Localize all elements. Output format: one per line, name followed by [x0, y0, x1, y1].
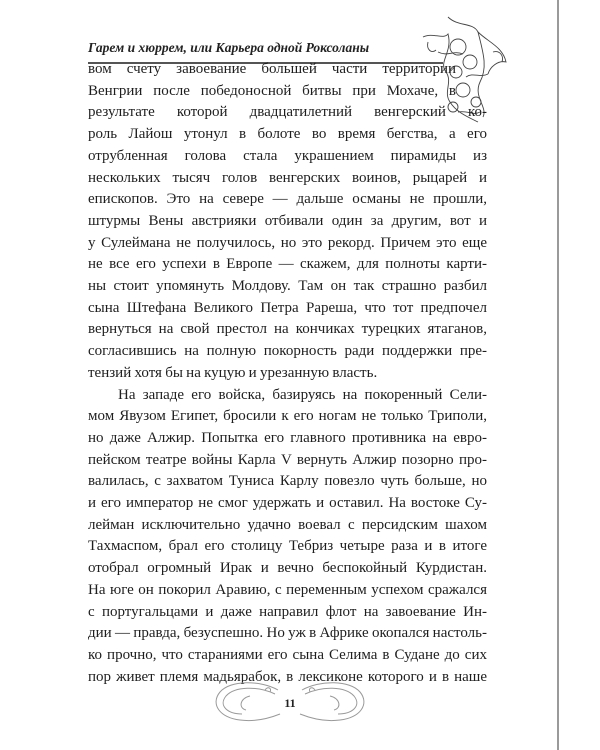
text-line: и его император не смог удержать и оставил. На востоке Су-: [88, 495, 487, 511]
running-head: Гарем и хюррем, или Карьера одной Роксоланы: [88, 40, 370, 55]
text-line: согласившись на полную покорность ради поддержки пре-: [88, 343, 487, 360]
text-line: ко прочно, что стараниями его сына Селима в Судане до сих: [88, 646, 487, 663]
text-line: не все его успехи в Европе — скажем, для полноты карти-: [88, 256, 487, 273]
text-line: На юге он покорил Аравию, с переменным успехом сражался: [88, 581, 487, 598]
text-line: нескольких тысяч голов венгерских воинов, рыцарей и: [88, 169, 487, 186]
text-line: пор живет племя мадьярабок, в лексиконе которого и в наше: [88, 668, 487, 685]
text-line: результате которой двадцатилетний венгерский ко-: [88, 104, 487, 121]
text-line: штурмы Вены австрияки отбивали один за другим, вот и: [88, 212, 487, 229]
text-line: ны стоит упомянуть Молдову. Там он так страшно разбил: [88, 278, 487, 294]
text-line: На западе его войска, базируясь на покоренный Сели-: [118, 386, 487, 403]
text-line: отрубленная голова стала украшением пирамиды из: [88, 147, 487, 164]
text-line: вернуться на свой престол на кончиках турецких ятаганов,: [88, 321, 487, 338]
text-line: сына Штефана Великого Петра Рареша, что тот предпочел: [88, 299, 487, 316]
text-line: Венгрии после победоносной битвы при Мохаче, в: [88, 82, 456, 99]
text-line: но даже Алжир. Попытка его главного противника на евро-: [88, 429, 487, 446]
text-line: тензий хотя бы на куцую и урезанную власть.: [88, 364, 378, 381]
text-line: лейман исключительно удачно воевал с персидским шахом: [88, 516, 487, 533]
text-line: епископов. Это на севере — дальше османы не прошли,: [88, 191, 487, 208]
text-line: пейском театре войны Карла V вернуть Алжир позорно про-: [88, 451, 487, 468]
page-number: 11: [284, 696, 296, 710]
text-line: с португальцами и даже направил флот на завоевание Ин-: [88, 603, 487, 620]
text-line: валилась, с захватом Туниса Карлу повезло чуть больше, но: [88, 473, 487, 490]
text-line: вом счету завоевание большей части территории: [88, 61, 456, 77]
text-line: отобрал огромный Ирак и вечно беспокойный Курдистан.: [88, 560, 487, 577]
text-line: у Сулеймана не получилось, но это рекорд. Причем это еще: [88, 234, 487, 251]
text-line: роль Лайош утонул в болоте во время бегства, а его: [88, 126, 487, 143]
text-line: Тахмаспом, брал его столицу Тебриз четыре раза и в итоге: [88, 538, 487, 555]
text-line: дии — правда, безуспешно. Но уж в Африке окопался настоль-: [88, 625, 487, 642]
page-edge: [557, 0, 559, 750]
text-line: мом Явузом Египет, бросили к его ногам не только Триполи,: [88, 408, 487, 425]
